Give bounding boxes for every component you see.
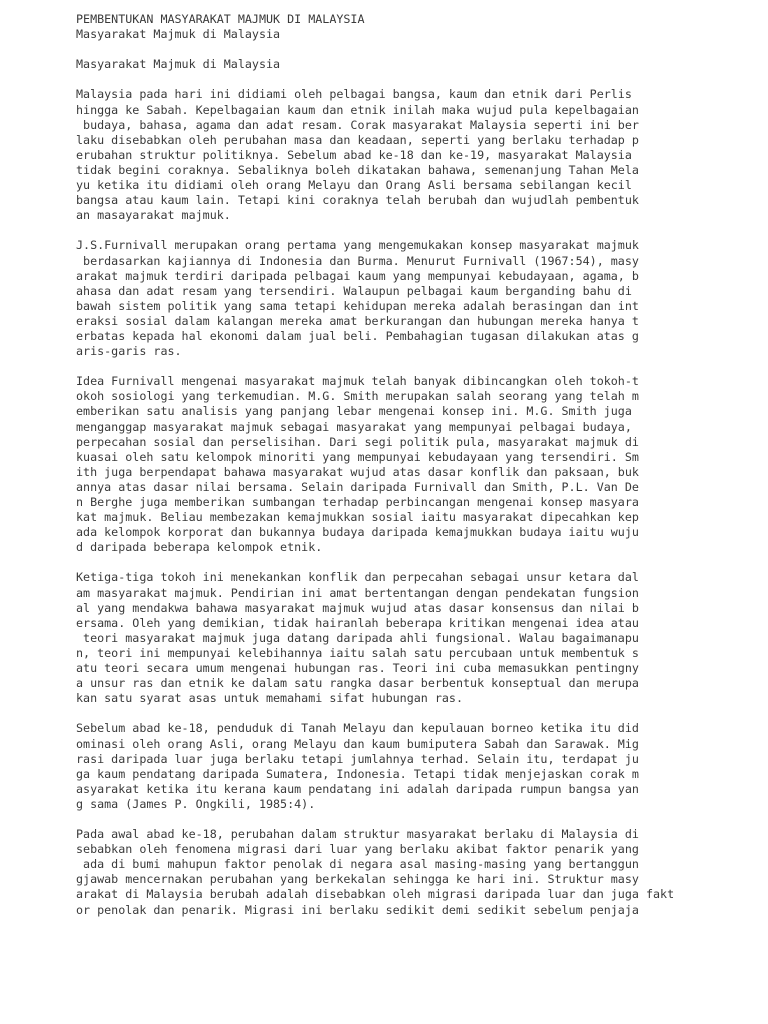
- text-line: atu teori secara umum mengenai hubungan ras. Teori ini cuba memasukkan pentingny: [76, 661, 639, 676]
- text-line: n, teori ini mempunyai kelebihannya iaitu salah satu percubaan untuk membentuk s: [76, 645, 639, 660]
- text-line: ahasa dan adat resam yang tersendiri. Walaupun pelbagai kaum berganding bahu di: [76, 283, 632, 298]
- text-line: a unsur ras dan etnik ke dalam satu rangka dasar berbentuk konseptual dan merupa: [76, 676, 639, 691]
- text-line: arakat di Malaysia berubah adalah disebabkan oleh migrasi daripada luar dan juga fakt: [76, 887, 675, 902]
- text-line: erbatas kepada hal ekonomi dalam jual beli. Pembahagian tugasan dilakukan atas g: [76, 328, 639, 343]
- section-heading: Masyarakat Majmuk di Malaysia: [76, 57, 281, 72]
- paragraph: [76, 721, 686, 812]
- text-line: teori masyarakat majmuk juga datang daripada ahli fungsional. Walau bagaimanapu: [76, 630, 639, 645]
- text-line: sebabkan oleh fenomena migrasi dari luar yang berlaku akibat faktor penarik yang: [76, 842, 639, 857]
- text-line: budaya, bahasa, agama dan adat resam. Corak masyarakat Malaysia seperti ini ber: [76, 117, 639, 132]
- text-line: kat majmuk. Beliau membezakan kemajmukkan sosial iaitu masyarakat dipecahkan kep: [76, 510, 639, 525]
- document-page: [76, 12, 686, 918]
- text-line: Malaysia pada hari ini didiami oleh pelbagai bangsa, kaum dan etnik dari Perlis: [76, 87, 632, 102]
- text-line: d daripada beberapa kelompok etnik.: [76, 540, 323, 555]
- text-line: an masayarakat majmuk.: [76, 208, 231, 223]
- paragraph: [76, 570, 686, 706]
- text-line: n Berghe juga memberikan sumbangan terhadap perbincangan mengenai konsep masyara: [76, 495, 639, 509]
- paragraph: [76, 87, 686, 223]
- text-line: eraksi sosial dalam kalangan mereka amat berkurangan dan hubungan mereka hanya t: [76, 313, 639, 328]
- text-line: asyarakat ketika itu kerana kaum pendatang ini adalah daripada rumpun bangsa yan: [76, 781, 639, 796]
- text-line: aris-garis ras.: [76, 344, 182, 359]
- text-line: arakat majmuk terdiri daripada pelbagai kaum yang mempunyai kebudayaan, agama, b: [76, 268, 639, 283]
- paragraph: [76, 827, 686, 918]
- text-line: Idea Furnivall mengenai masyarakat majmuk telah banyak dibincangkan oleh tokoh-t: [76, 374, 639, 389]
- text-line: rasi daripada luar juga berlaku tetapi jumlahnya terhad. Selain itu, terdapat ju: [76, 751, 639, 766]
- text-line: ada di bumi mahupun faktor penolak di negara asal masing-masing yang bertanggun: [76, 857, 639, 872]
- document-title: PEMBENTUKAN MASYARAKAT MAJMUK DI MALAYSIA: [76, 12, 365, 26]
- text-line: kuasai oleh satu kelompok minoriti yang mempunyai kebudayaan yang tersendiri. Sm: [76, 449, 639, 464]
- text-line: annya atas dasar nilai bersama. Selain daripada Furnivall dan Smith, P.L. Van De: [76, 479, 639, 494]
- text-line: ersama. Oleh yang demikian, tidak hairanlah beberapa kritikan mengenai idea atau: [76, 615, 639, 630]
- text-line: okoh sosiologi yang terkemudian. M.G. Smith merupakan salah seorang yang telah m: [76, 389, 639, 404]
- paragraph: [76, 238, 686, 359]
- text-line: ga kaum pendatang daripada Sumatera, Indonesia. Tetapi tidak menjejaskan corak m: [76, 766, 639, 781]
- text-line: ominasi oleh orang Asli, orang Melayu dan kaum bumiputera Sabah dan Sarawak. Mig: [76, 736, 639, 751]
- text-line: menganggap masyarakat majmuk sebagai masyarakat yang mempunyai pelbagai budaya,: [76, 419, 632, 434]
- text-line: emberikan satu analisis yang panjang lebar mengenai konsep ini. M.G. Smith juga: [76, 404, 632, 419]
- text-line: bangsa atau kaum lain. Tetapi kini coraknya telah berubah dan wujudlah pembentuk: [76, 193, 639, 208]
- paragraph: [76, 374, 686, 555]
- text-line: J.S.Furnivall merupakan orang pertama yang mengemukakan konsep masyarakat majmuk: [76, 238, 639, 253]
- text-line: Sebelum abad ke-18, penduduk di Tanah Melayu dan kepulauan borneo ketika itu did: [76, 721, 639, 736]
- spacer: [76, 42, 686, 57]
- text-line: tidak begini coraknya. Sebaliknya boleh dikatakan bahawa, semenanjung Tahan Mela: [76, 162, 639, 177]
- text-line: perpecahan sosial dan perselisihan. Dari segi politik pula, masyarakat majmuk di: [76, 434, 639, 449]
- text-line: g sama (James P. Ongkili, 1985:4).: [76, 796, 316, 811]
- spacer: [76, 72, 686, 87]
- text-line: kan satu syarat asas untuk memahami sifat hubungan ras.: [76, 691, 464, 706]
- text-line: bawah sistem politik yang sama tetapi kehidupan mereka adalah berasingan dan int: [76, 298, 639, 313]
- text-line: yu ketika itu didiami oleh orang Melayu dan Orang Asli bersama sebilangan kecil: [76, 178, 632, 193]
- text-line: erubahan struktur politiknya. Sebelum abad ke-18 dan ke-19, masyarakat Malaysia: [76, 147, 632, 162]
- body-text: [76, 87, 686, 917]
- text-line: ada kelompok korporat dan bukannya budaya daripada kemajmukkan budaya iaitu wuju: [76, 525, 639, 540]
- text-line: am masyarakat majmuk. Pendirian ini amat bertentangan dengan pendekatan fungsion: [76, 585, 639, 600]
- text-line: Ketiga-tiga tokoh ini menekankan konflik dan perpecahan sebagai unsur ketara dal: [76, 570, 639, 585]
- text-line: gjawab mencernakan perubahan yang berkekalan sehingga ke hari ini. Struktur masy: [76, 872, 639, 887]
- text-line: or penolak dan penarik. Migrasi ini berlaku sedikit demi sedikit sebelum penjaja: [76, 902, 639, 917]
- document-subtitle: Masyarakat Majmuk di Malaysia: [76, 27, 281, 42]
- text-line: laku disebabkan oleh perubahan masa dan keadaan, seperti yang berlaku terhadap p: [76, 132, 639, 147]
- text-line: Pada awal abad ke-18, perubahan dalam struktur masyarakat berlaku di Malaysia di: [76, 827, 639, 842]
- text-line: ith juga berpendapat bahawa masyarakat wujud atas dasar konflik dan paksaan, buk: [76, 464, 639, 479]
- text-line: al yang mendakwa bahawa masyarakat majmuk wujud atas dasar konsensus dan nilai b: [76, 600, 639, 615]
- text-line: berdasarkan kajiannya di Indonesia dan Burma. Menurut Furnivall (1967:54), masy: [76, 253, 639, 268]
- text-line: hingga ke Sabah. Kepelbagaian kaum dan etnik inilah maka wujud pula kepelbagaian: [76, 102, 639, 117]
